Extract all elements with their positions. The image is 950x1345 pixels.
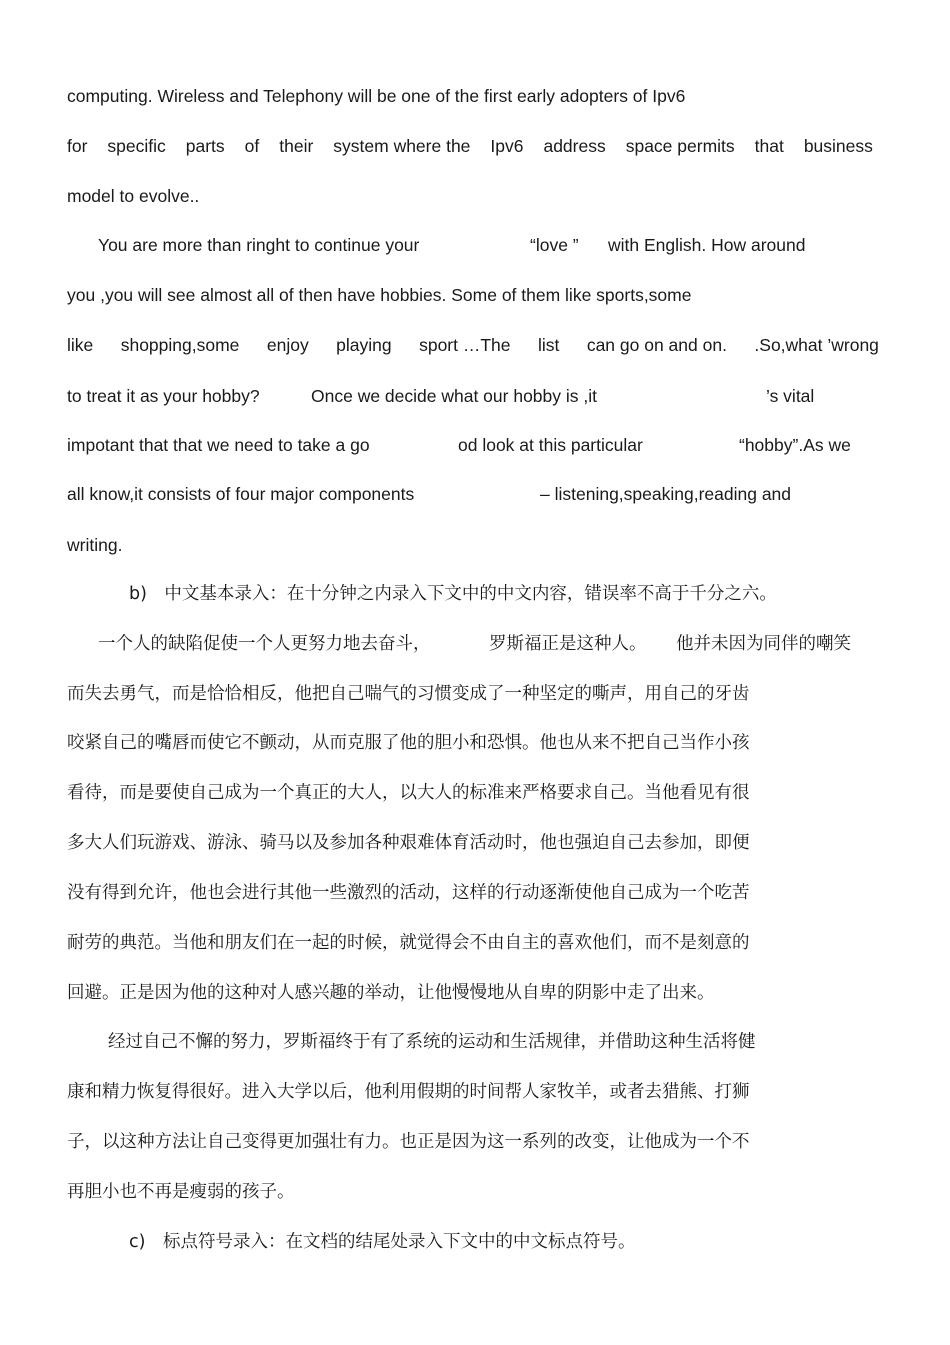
english-line-1: computing. Wireless and Telephony will be one of the first early adopters of Ipv6 (67, 86, 686, 106)
chinese-p1-line-2: 而失去勇气，而是恰恰相反，他把自己喘气的习惯变成了一种坚定的嘶声，用自己的牙齿 (67, 684, 750, 704)
english-line-8b: od look at this particular (458, 435, 643, 455)
word: address (543, 136, 606, 156)
english-line-7a: to treat it as your hobby? (67, 386, 260, 406)
word: enjoy (266, 335, 309, 355)
english-line-8c: “hobby”.As we (739, 435, 851, 455)
chinese-p1-line-6: 没有得到允许，他也会进行其他一些激烈的活动，这样的行动逐渐使他自己成为一个吃苦 (67, 883, 750, 903)
english-line-7c: ’s vital (766, 386, 815, 406)
english-line-6 (67, 333, 879, 357)
chinese-p1-line-1c: 他并未因为同伴的嘲笑 (676, 634, 851, 654)
word: business (803, 136, 873, 156)
word: Ipv6 (490, 136, 524, 156)
english-line-4c: with English. How around (608, 235, 806, 255)
english-line-5: you ,you will see almost all of then have hobbies. Some of them like sports,some (67, 285, 692, 305)
chinese-p2-line-3: 子，以这种方法让自己变得更加强壮有力。也正是因为这一系列的改变，让他成为一个不 (67, 1132, 750, 1152)
chinese-p1-line-1b: 罗斯福正是这种人。 (489, 634, 647, 654)
section-b-heading: b) 中文基本录入：在十分钟之内录入下文中的中文内容，错误率不高于千分之六。 (129, 584, 777, 604)
word: their (279, 136, 314, 156)
word: that (754, 136, 784, 156)
word: like (67, 335, 94, 355)
chinese-p1-line-3: 咬紧自己的嘴唇而使它不颤动，从而克服了他的胆小和恐惧。他也从来不把自己当作小孩 (67, 733, 750, 753)
word: space permits (625, 136, 735, 156)
english-line-7b: Once we decide what our hobby is ,it (311, 386, 597, 406)
word: list (537, 335, 560, 355)
word: system where the (333, 136, 471, 156)
word: shopping,some (120, 335, 240, 355)
chinese-p1-line-4: 看待，而是要使自己成为一个真正的大人，以大人的标准来严格要求自己。当他看见有很 (67, 783, 750, 803)
word: playing (336, 335, 392, 355)
english-line-10: writing. (67, 535, 123, 555)
word: specific (107, 136, 166, 156)
english-line-9b: – listening,speaking,reading and (540, 484, 792, 504)
english-line-4b: “love ” (530, 235, 579, 255)
english-line-9a: all know,it consists of four major components (67, 484, 415, 504)
english-line-4a: You are more than ringht to continue your (98, 235, 420, 255)
chinese-p1-line-5: 多大人们玩游戏、游泳、骑马以及参加各种艰难体育活动时，他也强迫自己去参加，即便 (67, 833, 750, 853)
chinese-p1-line-8: 回避。正是因为他的这种对人感兴趣的举动，让他慢慢地从自卑的阴影中走了出来。 (67, 983, 715, 1003)
chinese-p2-line-4: 再胆小也不再是瘦弱的孩子。 (67, 1182, 295, 1202)
chinese-p2-line-1: 经过自己不懈的努力，罗斯福终于有了系统的运动和生活规律，并借助这种生活将健 (108, 1032, 756, 1052)
english-line-8a: impotant that that we need to take a go (67, 435, 370, 455)
word: sport …The (419, 335, 511, 355)
chinese-p1-line-1a: 一个人的缺陷促使一个人更努力地去奋斗， (98, 634, 431, 654)
word: can go on and on. (586, 335, 727, 355)
word: for (67, 136, 88, 156)
section-c-heading: c) 标点符号录入：在文档的结尾处录入下文中的中文标点符号。 (129, 1232, 636, 1252)
word: of (244, 136, 260, 156)
chinese-p1-line-7: 耐劳的典范。当他和朋友们在一起的时候，就觉得会不由自主的喜欢他们，而不是刻意的 (67, 933, 750, 953)
word: parts (185, 136, 225, 156)
chinese-p2-line-2: 康和精力恢复得很好。进入大学以后，他利用假期的时间帮人家牧羊，或者去猎熊、打狮 (67, 1082, 750, 1102)
english-line-2 (67, 134, 873, 158)
word: .So,what ’wrong (754, 335, 879, 355)
english-line-3: model to evolve.. (67, 186, 200, 206)
